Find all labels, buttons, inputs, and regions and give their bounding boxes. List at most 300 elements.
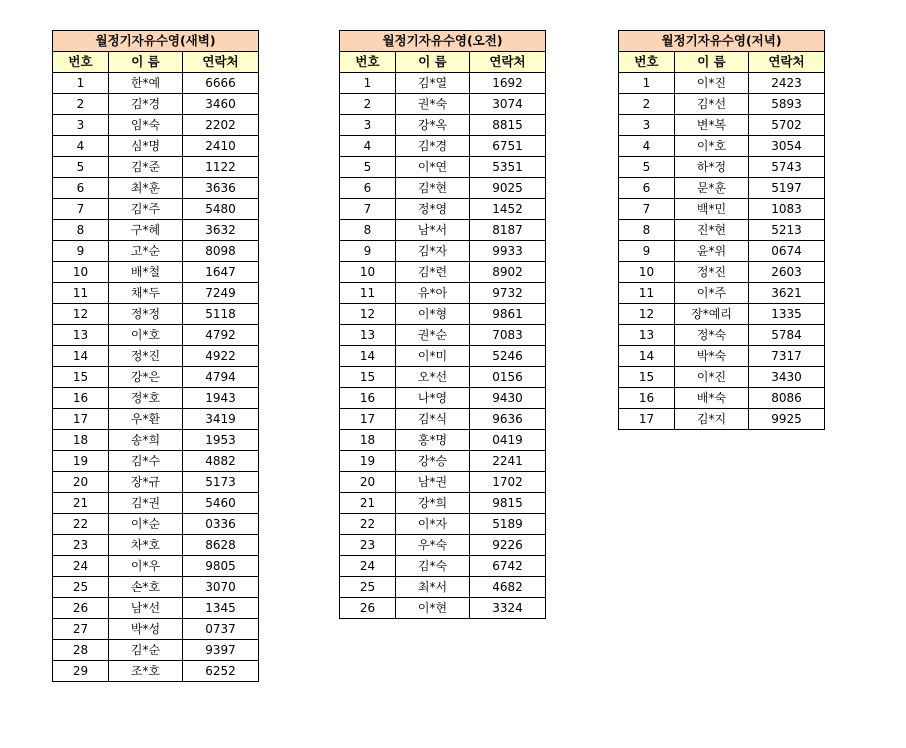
table-row bbox=[340, 262, 546, 283]
cell-no: 4 bbox=[619, 136, 675, 157]
table-row bbox=[619, 241, 825, 262]
cell-no: 16 bbox=[53, 388, 109, 409]
cell-no: 13 bbox=[340, 325, 396, 346]
cell-no: 24 bbox=[53, 556, 109, 577]
cell-no: 19 bbox=[53, 451, 109, 472]
cell-no: 9 bbox=[619, 241, 675, 262]
table-row bbox=[53, 199, 259, 220]
cell-name: 장*규 bbox=[109, 472, 183, 493]
cell-name: 이*진 bbox=[675, 73, 749, 94]
cell-tel: 9933 bbox=[470, 241, 546, 262]
cell-tel: 7249 bbox=[183, 283, 259, 304]
cell-name: 김*지 bbox=[675, 409, 749, 430]
cell-tel: 7083 bbox=[470, 325, 546, 346]
table-row bbox=[53, 304, 259, 325]
cell-tel: 3621 bbox=[749, 283, 825, 304]
cell-tel: 8086 bbox=[749, 388, 825, 409]
cell-name: 강*희 bbox=[396, 493, 470, 514]
cell-tel: 6742 bbox=[470, 556, 546, 577]
column-header-tel: 연락처 bbox=[183, 52, 259, 73]
cell-name: 진*현 bbox=[675, 220, 749, 241]
cell-tel: 5480 bbox=[183, 199, 259, 220]
cell-tel: 8187 bbox=[470, 220, 546, 241]
cell-name: 이*호 bbox=[109, 325, 183, 346]
cell-tel: 2423 bbox=[749, 73, 825, 94]
table-row bbox=[619, 346, 825, 367]
column-header-name: 이 름 bbox=[396, 52, 470, 73]
table-row bbox=[53, 283, 259, 304]
cell-no: 3 bbox=[53, 115, 109, 136]
table-row bbox=[53, 241, 259, 262]
cell-tel: 5784 bbox=[749, 325, 825, 346]
table-row bbox=[619, 199, 825, 220]
table-row bbox=[619, 178, 825, 199]
cell-tel: 6751 bbox=[470, 136, 546, 157]
cell-tel: 9430 bbox=[470, 388, 546, 409]
cell-no: 8 bbox=[340, 220, 396, 241]
cell-name: 남*권 bbox=[396, 472, 470, 493]
cell-tel: 3636 bbox=[183, 178, 259, 199]
table-row bbox=[619, 73, 825, 94]
table-row bbox=[340, 136, 546, 157]
cell-tel: 9226 bbox=[470, 535, 546, 556]
cell-name: 문*훈 bbox=[675, 178, 749, 199]
cell-no: 13 bbox=[53, 325, 109, 346]
cell-no: 16 bbox=[340, 388, 396, 409]
cell-no: 28 bbox=[53, 640, 109, 661]
table-row bbox=[53, 409, 259, 430]
table-row bbox=[340, 514, 546, 535]
cell-name: 김*현 bbox=[396, 178, 470, 199]
cell-name: 하*정 bbox=[675, 157, 749, 178]
table-row bbox=[53, 661, 259, 682]
cell-name: 김*순 bbox=[109, 640, 183, 661]
cell-no: 3 bbox=[619, 115, 675, 136]
table-row bbox=[53, 598, 259, 619]
cell-no: 17 bbox=[53, 409, 109, 430]
cell-name: 우*환 bbox=[109, 409, 183, 430]
cell-tel: 3054 bbox=[749, 136, 825, 157]
cell-no: 26 bbox=[53, 598, 109, 619]
cell-tel: 1335 bbox=[749, 304, 825, 325]
table-row bbox=[340, 388, 546, 409]
table-row bbox=[340, 199, 546, 220]
cell-name: 고*순 bbox=[109, 241, 183, 262]
table-row bbox=[53, 430, 259, 451]
cell-no: 12 bbox=[340, 304, 396, 325]
table-title: 월정기자유수영(새벽) bbox=[53, 31, 259, 52]
cell-no: 4 bbox=[53, 136, 109, 157]
cell-name: 박*성 bbox=[109, 619, 183, 640]
cell-tel: 5197 bbox=[749, 178, 825, 199]
cell-no: 3 bbox=[340, 115, 396, 136]
cell-no: 20 bbox=[53, 472, 109, 493]
cell-name: 강*승 bbox=[396, 451, 470, 472]
cell-no: 2 bbox=[619, 94, 675, 115]
table-row bbox=[53, 451, 259, 472]
cell-tel: 4794 bbox=[183, 367, 259, 388]
table-row bbox=[53, 640, 259, 661]
cell-no: 26 bbox=[340, 598, 396, 619]
table-row bbox=[340, 94, 546, 115]
cell-no: 11 bbox=[53, 283, 109, 304]
cell-tel: 0419 bbox=[470, 430, 546, 451]
cell-no: 9 bbox=[340, 241, 396, 262]
cell-tel: 9636 bbox=[470, 409, 546, 430]
table-row bbox=[53, 535, 259, 556]
table-row bbox=[53, 556, 259, 577]
cell-name: 변*복 bbox=[675, 115, 749, 136]
table-row bbox=[340, 178, 546, 199]
cell-tel: 8098 bbox=[183, 241, 259, 262]
cell-no: 14 bbox=[53, 346, 109, 367]
cell-tel: 9732 bbox=[470, 283, 546, 304]
cell-no: 14 bbox=[340, 346, 396, 367]
cell-name: 김*식 bbox=[396, 409, 470, 430]
table-row bbox=[340, 577, 546, 598]
cell-name: 정*정 bbox=[109, 304, 183, 325]
cell-no: 27 bbox=[53, 619, 109, 640]
cell-tel: 1452 bbox=[470, 199, 546, 220]
table-row bbox=[340, 535, 546, 556]
cell-name: 김*주 bbox=[109, 199, 183, 220]
cell-no: 6 bbox=[619, 178, 675, 199]
cell-name: 이*순 bbox=[109, 514, 183, 535]
cell-name: 이*형 bbox=[396, 304, 470, 325]
cell-no: 5 bbox=[619, 157, 675, 178]
cell-tel: 9805 bbox=[183, 556, 259, 577]
cell-no: 8 bbox=[619, 220, 675, 241]
cell-tel: 0674 bbox=[749, 241, 825, 262]
table-row bbox=[619, 136, 825, 157]
cell-tel: 9397 bbox=[183, 640, 259, 661]
cell-name: 강*은 bbox=[109, 367, 183, 388]
cell-tel: 3632 bbox=[183, 220, 259, 241]
table-row bbox=[53, 619, 259, 640]
cell-name: 손*호 bbox=[109, 577, 183, 598]
cell-tel: 1345 bbox=[183, 598, 259, 619]
cell-no: 17 bbox=[619, 409, 675, 430]
cell-name: 배*숙 bbox=[675, 388, 749, 409]
column-header-no: 번호 bbox=[340, 52, 396, 73]
cell-tel: 2202 bbox=[183, 115, 259, 136]
table-row bbox=[340, 241, 546, 262]
cell-tel: 5173 bbox=[183, 472, 259, 493]
table-row bbox=[53, 115, 259, 136]
cell-no: 10 bbox=[53, 262, 109, 283]
cell-tel: 3430 bbox=[749, 367, 825, 388]
roster-table-evening bbox=[618, 30, 825, 430]
cell-name: 이*진 bbox=[675, 367, 749, 388]
cell-no: 14 bbox=[619, 346, 675, 367]
cell-name: 이*주 bbox=[675, 283, 749, 304]
cell-name: 정*진 bbox=[109, 346, 183, 367]
cell-tel: 3460 bbox=[183, 94, 259, 115]
cell-tel: 2603 bbox=[749, 262, 825, 283]
cell-no: 1 bbox=[619, 73, 675, 94]
cell-no: 9 bbox=[53, 241, 109, 262]
cell-tel: 0737 bbox=[183, 619, 259, 640]
table-row bbox=[53, 346, 259, 367]
cell-tel: 9815 bbox=[470, 493, 546, 514]
table-row bbox=[340, 493, 546, 514]
cell-name: 김*숙 bbox=[396, 556, 470, 577]
table-row bbox=[53, 367, 259, 388]
cell-no: 22 bbox=[340, 514, 396, 535]
cell-name: 김*경 bbox=[109, 94, 183, 115]
table-row bbox=[340, 472, 546, 493]
cell-no: 12 bbox=[53, 304, 109, 325]
table-row bbox=[340, 325, 546, 346]
cell-name: 정*진 bbox=[675, 262, 749, 283]
cell-no: 6 bbox=[340, 178, 396, 199]
table-row bbox=[340, 220, 546, 241]
table-row bbox=[619, 283, 825, 304]
cell-tel: 4922 bbox=[183, 346, 259, 367]
cell-tel: 7317 bbox=[749, 346, 825, 367]
cell-no: 18 bbox=[53, 430, 109, 451]
cell-name: 송*희 bbox=[109, 430, 183, 451]
cell-tel: 8628 bbox=[183, 535, 259, 556]
cell-no: 29 bbox=[53, 661, 109, 682]
cell-name: 김*련 bbox=[396, 262, 470, 283]
cell-no: 8 bbox=[53, 220, 109, 241]
table-row bbox=[619, 304, 825, 325]
roster-table-dawn bbox=[52, 30, 259, 682]
cell-name: 백*민 bbox=[675, 199, 749, 220]
table-row bbox=[53, 493, 259, 514]
cell-name: 권*숙 bbox=[396, 94, 470, 115]
cell-no: 17 bbox=[340, 409, 396, 430]
cell-tel: 8902 bbox=[470, 262, 546, 283]
cell-tel: 1122 bbox=[183, 157, 259, 178]
cell-no: 25 bbox=[53, 577, 109, 598]
cell-tel: 3074 bbox=[470, 94, 546, 115]
cell-no: 23 bbox=[53, 535, 109, 556]
column-header-no: 번호 bbox=[619, 52, 675, 73]
cell-tel: 1692 bbox=[470, 73, 546, 94]
cell-name: 차*호 bbox=[109, 535, 183, 556]
table-row bbox=[619, 157, 825, 178]
cell-name: 유*아 bbox=[396, 283, 470, 304]
cell-name: 정*숙 bbox=[675, 325, 749, 346]
table-row bbox=[619, 220, 825, 241]
cell-no: 22 bbox=[53, 514, 109, 535]
cell-no: 7 bbox=[619, 199, 675, 220]
cell-name: 최*훈 bbox=[109, 178, 183, 199]
cell-name: 정*호 bbox=[109, 388, 183, 409]
table-row bbox=[619, 409, 825, 430]
table-row bbox=[53, 472, 259, 493]
table-row bbox=[340, 157, 546, 178]
cell-name: 김*자 bbox=[396, 241, 470, 262]
cell-no: 23 bbox=[340, 535, 396, 556]
table-row bbox=[53, 220, 259, 241]
cell-no: 19 bbox=[340, 451, 396, 472]
cell-tel: 3419 bbox=[183, 409, 259, 430]
cell-no: 25 bbox=[340, 577, 396, 598]
table-row bbox=[619, 388, 825, 409]
table-row bbox=[619, 367, 825, 388]
cell-name: 조*호 bbox=[109, 661, 183, 682]
cell-name: 채*두 bbox=[109, 283, 183, 304]
cell-no: 15 bbox=[53, 367, 109, 388]
cell-name: 남*선 bbox=[109, 598, 183, 619]
table-row bbox=[53, 157, 259, 178]
column-header-no: 번호 bbox=[53, 52, 109, 73]
cell-name: 이*우 bbox=[109, 556, 183, 577]
cell-tel: 0156 bbox=[470, 367, 546, 388]
cell-no: 6 bbox=[53, 178, 109, 199]
cell-name: 심*명 bbox=[109, 136, 183, 157]
cell-tel: 5213 bbox=[749, 220, 825, 241]
cell-no: 5 bbox=[340, 157, 396, 178]
table-row bbox=[340, 430, 546, 451]
cell-name: 이*현 bbox=[396, 598, 470, 619]
cell-tel: 1953 bbox=[183, 430, 259, 451]
cell-name: 김*준 bbox=[109, 157, 183, 178]
table-row bbox=[53, 262, 259, 283]
column-header-tel: 연락처 bbox=[749, 52, 825, 73]
cell-no: 15 bbox=[619, 367, 675, 388]
table-row bbox=[340, 73, 546, 94]
cell-no: 11 bbox=[340, 283, 396, 304]
table-row bbox=[340, 283, 546, 304]
cell-no: 1 bbox=[53, 73, 109, 94]
cell-no: 10 bbox=[340, 262, 396, 283]
cell-name: 윤*위 bbox=[675, 241, 749, 262]
column-header-name: 이 름 bbox=[109, 52, 183, 73]
cell-name: 김*선 bbox=[675, 94, 749, 115]
cell-no: 20 bbox=[340, 472, 396, 493]
cell-no: 15 bbox=[340, 367, 396, 388]
cell-tel: 9025 bbox=[470, 178, 546, 199]
cell-tel: 3070 bbox=[183, 577, 259, 598]
cell-tel: 6252 bbox=[183, 661, 259, 682]
cell-no: 5 bbox=[53, 157, 109, 178]
cell-tel: 1943 bbox=[183, 388, 259, 409]
cell-name: 김*열 bbox=[396, 73, 470, 94]
table-row bbox=[340, 115, 546, 136]
table-row bbox=[53, 577, 259, 598]
cell-tel: 4882 bbox=[183, 451, 259, 472]
roster-table-morning bbox=[339, 30, 546, 619]
cell-tel: 9925 bbox=[749, 409, 825, 430]
table-row bbox=[340, 409, 546, 430]
cell-name: 나*영 bbox=[396, 388, 470, 409]
table-row bbox=[340, 346, 546, 367]
cell-tel: 8815 bbox=[470, 115, 546, 136]
cell-name: 오*선 bbox=[396, 367, 470, 388]
cell-no: 12 bbox=[619, 304, 675, 325]
cell-tel: 5118 bbox=[183, 304, 259, 325]
cell-no: 16 bbox=[619, 388, 675, 409]
table-row bbox=[53, 73, 259, 94]
cell-tel: 5893 bbox=[749, 94, 825, 115]
cell-name: 배*철 bbox=[109, 262, 183, 283]
cell-no: 24 bbox=[340, 556, 396, 577]
table-title: 월정기자유수영(저녁) bbox=[619, 31, 825, 52]
cell-name: 권*순 bbox=[396, 325, 470, 346]
table-row bbox=[53, 325, 259, 346]
cell-name: 한*예 bbox=[109, 73, 183, 94]
cell-name: 이*미 bbox=[396, 346, 470, 367]
cell-tel: 5246 bbox=[470, 346, 546, 367]
cell-no: 21 bbox=[340, 493, 396, 514]
cell-tel: 0336 bbox=[183, 514, 259, 535]
cell-no: 21 bbox=[53, 493, 109, 514]
cell-no: 11 bbox=[619, 283, 675, 304]
table-row bbox=[340, 598, 546, 619]
cell-tel: 6666 bbox=[183, 73, 259, 94]
cell-tel: 1647 bbox=[183, 262, 259, 283]
cell-name: 이*호 bbox=[675, 136, 749, 157]
cell-no: 2 bbox=[340, 94, 396, 115]
cell-no: 7 bbox=[53, 199, 109, 220]
table-row bbox=[619, 94, 825, 115]
cell-name: 임*숙 bbox=[109, 115, 183, 136]
table-row bbox=[53, 136, 259, 157]
table-row bbox=[53, 178, 259, 199]
cell-tel: 9861 bbox=[470, 304, 546, 325]
cell-name: 이*연 bbox=[396, 157, 470, 178]
cell-no: 13 bbox=[619, 325, 675, 346]
cell-name: 김*수 bbox=[109, 451, 183, 472]
table-row bbox=[53, 388, 259, 409]
table-row bbox=[619, 115, 825, 136]
cell-no: 7 bbox=[340, 199, 396, 220]
cell-tel: 5351 bbox=[470, 157, 546, 178]
cell-tel: 1083 bbox=[749, 199, 825, 220]
table-row bbox=[340, 556, 546, 577]
cell-tel: 3324 bbox=[470, 598, 546, 619]
cell-tel: 5460 bbox=[183, 493, 259, 514]
cell-tel: 5702 bbox=[749, 115, 825, 136]
cell-name: 강*옥 bbox=[396, 115, 470, 136]
cell-tel: 1702 bbox=[470, 472, 546, 493]
cell-tel: 4682 bbox=[470, 577, 546, 598]
cell-no: 4 bbox=[340, 136, 396, 157]
cell-no: 1 bbox=[340, 73, 396, 94]
cell-tel: 5743 bbox=[749, 157, 825, 178]
cell-name: 홍*명 bbox=[396, 430, 470, 451]
table-row bbox=[340, 451, 546, 472]
cell-name: 남*서 bbox=[396, 220, 470, 241]
cell-name: 구*혜 bbox=[109, 220, 183, 241]
cell-tel: 2241 bbox=[470, 451, 546, 472]
cell-tel: 5189 bbox=[470, 514, 546, 535]
table-row bbox=[53, 94, 259, 115]
cell-name: 김*권 bbox=[109, 493, 183, 514]
cell-tel: 2410 bbox=[183, 136, 259, 157]
cell-name: 정*영 bbox=[396, 199, 470, 220]
table-title: 월정기자유수영(오전) bbox=[340, 31, 546, 52]
cell-name: 우*숙 bbox=[396, 535, 470, 556]
column-header-tel: 연락처 bbox=[470, 52, 546, 73]
cell-tel: 4792 bbox=[183, 325, 259, 346]
table-row bbox=[53, 514, 259, 535]
cell-name: 김*경 bbox=[396, 136, 470, 157]
table-row bbox=[619, 325, 825, 346]
table-row bbox=[340, 304, 546, 325]
cell-name: 최*서 bbox=[396, 577, 470, 598]
cell-name: 장*예리 bbox=[675, 304, 749, 325]
cell-name: 박*숙 bbox=[675, 346, 749, 367]
cell-no: 10 bbox=[619, 262, 675, 283]
table-row bbox=[340, 367, 546, 388]
table-row bbox=[619, 262, 825, 283]
cell-name: 이*자 bbox=[396, 514, 470, 535]
